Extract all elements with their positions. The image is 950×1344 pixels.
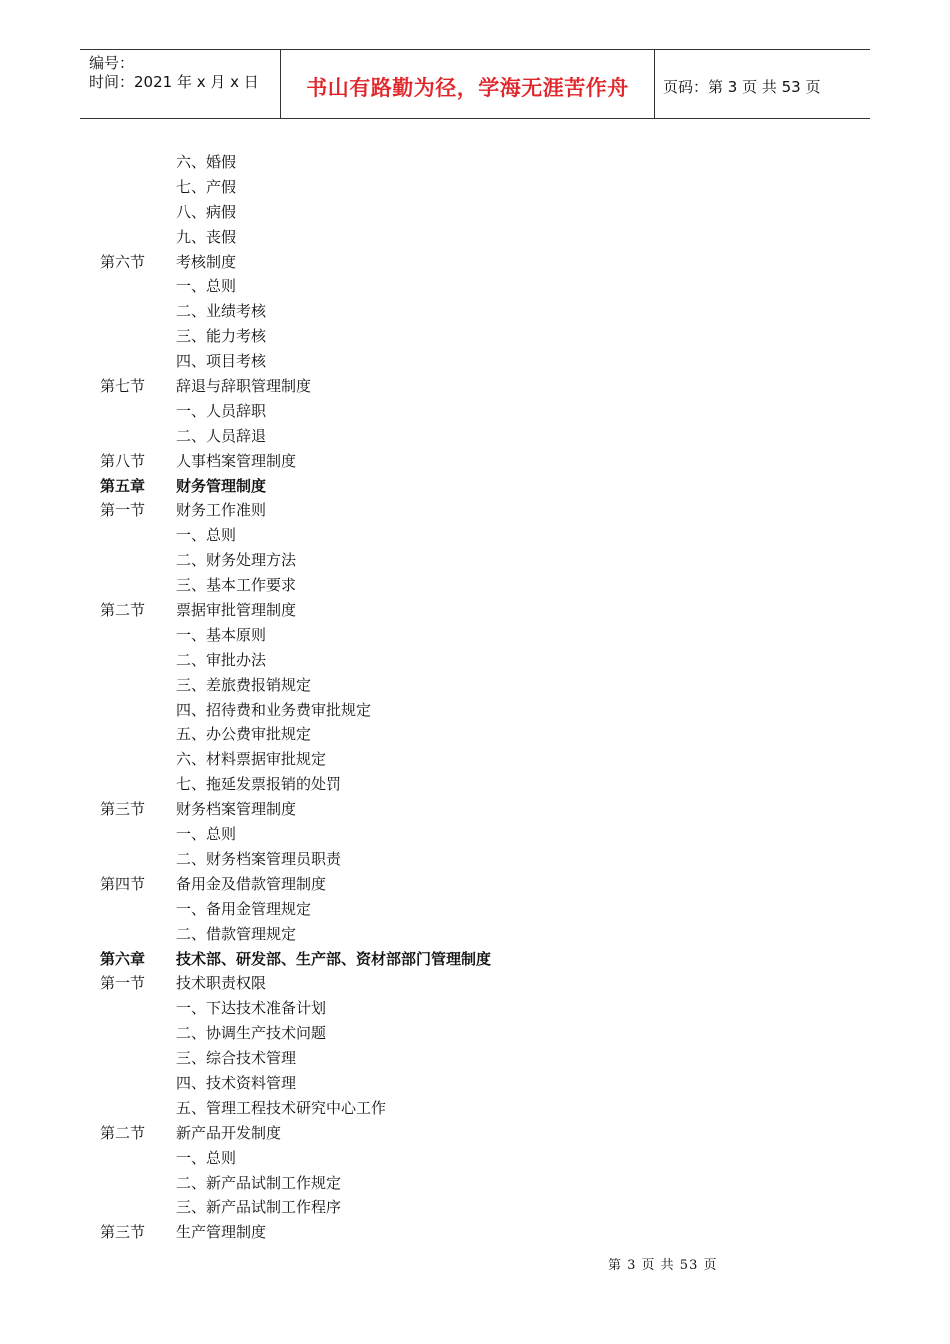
toc-item [0,1021,950,1046]
toc-item-title: 一、人员辞职 [176,401,267,420]
toc-item-title: 三、能力考核 [176,327,267,346]
toc-item-title: 二、审批办法 [176,650,267,669]
toc-item-title: 九、丧假 [176,227,237,246]
toc-item [0,175,950,200]
toc-item-title: 六、婚假 [176,153,237,171]
toc-item [0,548,950,573]
toc-section-number: 第一节 [100,974,146,993]
toc-item [0,747,950,772]
toc-item [0,623,950,648]
toc-chapter [0,474,950,499]
toc-section-number: 第七节 [100,377,146,396]
header-page-cell [654,50,870,118]
toc-item-title: 一、总则 [176,825,237,844]
toc-item [0,673,950,698]
toc-item [0,200,950,225]
document-time-label: 时间：2021 年 x 月 x 日 [89,73,259,91]
toc-section-title: 考核制度 [176,252,237,271]
toc-section [0,250,950,275]
toc-section [0,872,950,897]
toc-section [0,598,950,623]
toc-chapter-number: 第六章 [100,949,146,968]
toc-item-title: 二、协调生产技术问题 [176,1024,327,1043]
toc-item [0,1071,950,1096]
document-number-label: 编号： [89,54,135,72]
toc-item-title: 四、技术资料管理 [176,1073,297,1092]
toc-item-title: 一、基本原则 [176,625,267,644]
toc-item-title: 五、办公费审批规定 [176,725,312,744]
toc-section-number: 第八节 [100,451,146,470]
toc-item-title: 一、下达技术准备计划 [176,999,327,1018]
toc-item-title: 二、新产品试制工作规定 [176,1173,342,1192]
toc-item-title: 一、总则 [176,1148,237,1167]
toc-section [0,797,950,822]
toc-item [0,1096,950,1121]
toc-item [0,722,950,747]
page-header [80,49,870,119]
header-motto: 书山有路勤为径，学海无涯苦作舟 [306,76,629,100]
toc-chapter [0,947,950,972]
toc-item-title: 二、业绩考核 [176,302,267,321]
toc-item [0,897,950,922]
toc-section-number: 第一节 [100,501,146,520]
toc-section-number: 第三节 [100,1223,146,1242]
toc-chapter-title: 财务管理制度 [176,476,267,495]
toc-item-title: 八、病假 [176,202,237,221]
toc-item [0,349,950,374]
toc-item [0,324,950,349]
toc-chapter-number: 第五章 [100,476,146,495]
toc-section-title: 辞退与辞职管理制度 [176,377,312,396]
toc-item [0,150,950,175]
toc-item [0,573,950,598]
toc-item-title: 三、新产品试制工作程序 [176,1198,342,1217]
toc-item-title: 二、财务处理方法 [176,551,297,570]
toc-section-title: 财务档案管理制度 [176,800,297,819]
toc-section-number: 第二节 [100,601,146,620]
toc-section-title: 财务工作准则 [176,501,267,520]
toc-item-title: 一、总则 [176,277,237,296]
toc-section [0,1220,950,1245]
header-motto-cell [280,50,655,118]
toc-section [0,1121,950,1146]
toc-chapter-title: 技术部、研发部、生产部、资材部部门管理制度 [176,949,492,968]
toc-section-number: 第六节 [100,252,146,271]
toc-item-title: 一、总则 [176,526,237,545]
toc-item-title: 三、综合技术管理 [176,1049,297,1068]
toc-section [0,374,950,399]
toc-item [0,1046,950,1071]
toc-item [0,847,950,872]
header-page-info: 页码：第 3 页 共 53 页 [663,78,821,96]
toc-section [0,498,950,523]
toc-item-title: 六、材料票据审批规定 [176,750,327,769]
toc-item [0,772,950,797]
toc-section-number: 第二节 [100,1123,146,1142]
toc-item [0,523,950,548]
toc-item-title: 三、基本工作要求 [176,576,297,595]
toc-item-title: 二、借款管理规定 [176,924,297,943]
toc-item [0,698,950,723]
toc-section-title: 票据审批管理制度 [176,601,297,620]
table-of-contents [0,150,950,1245]
toc-section-title: 生产管理制度 [176,1223,267,1242]
toc-item-title: 二、人员辞退 [176,426,267,445]
toc-item [0,299,950,324]
toc-item-title: 一、备用金管理规定 [176,899,312,918]
toc-section-title: 技术职责权限 [176,974,267,993]
toc-section-title: 备用金及借款管理制度 [176,874,327,893]
toc-item-title: 四、项目考核 [176,352,267,371]
toc-item [0,996,950,1021]
toc-item [0,922,950,947]
toc-item-title: 二、财务档案管理员职责 [176,849,342,868]
toc-item [0,1195,950,1220]
toc-section [0,449,950,474]
toc-item [0,1146,950,1171]
toc-section-title: 新产品开发制度 [176,1123,282,1142]
toc-item-title: 四、招待费和业务费审批规定 [176,700,372,719]
page-footer: 第 3 页 共 53 页 [608,1258,718,1273]
toc-item [0,1171,950,1196]
toc-item [0,822,950,847]
toc-item [0,225,950,250]
toc-section [0,971,950,996]
toc-item-title: 五、管理工程技术研究中心工作 [176,1098,387,1117]
toc-item [0,648,950,673]
toc-item [0,399,950,424]
toc-section-title: 人事档案管理制度 [176,451,297,470]
toc-section-number: 第四节 [100,874,146,893]
toc-item [0,274,950,299]
header-meta-cell [80,50,280,118]
toc-section-number: 第三节 [100,800,146,819]
toc-item-title: 七、拖延发票报销的处罚 [176,775,342,794]
toc-item [0,424,950,449]
toc-item-title: 七、产假 [176,177,237,196]
toc-item-title: 三、差旅费报销规定 [176,675,312,694]
